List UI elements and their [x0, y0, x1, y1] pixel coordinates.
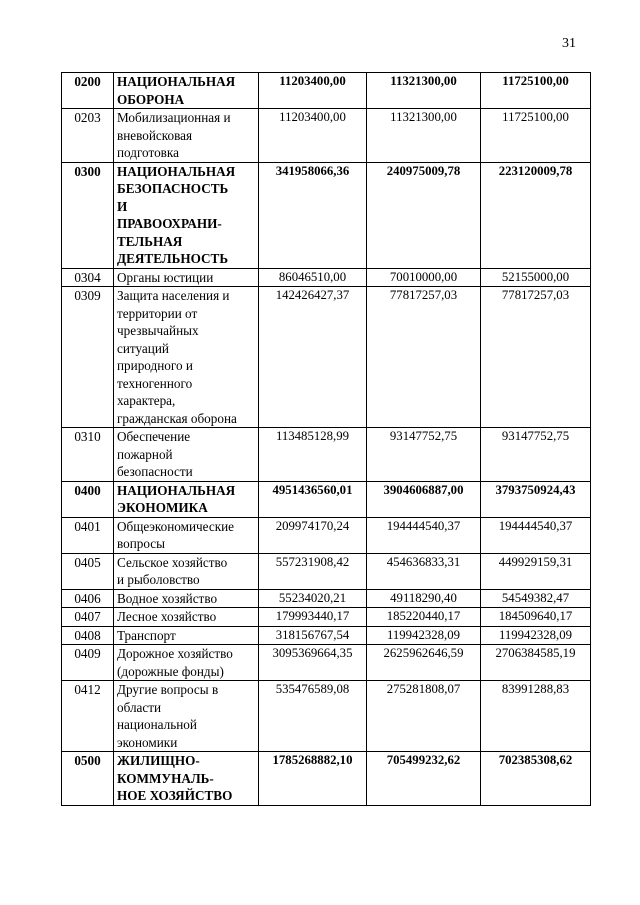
row-name-line: Защита населения и — [117, 288, 230, 303]
row-value-3: 194444540,37 — [481, 517, 591, 553]
row-name — [114, 681, 259, 752]
row-name-line: чрезвычайных — [117, 323, 199, 338]
row-name — [114, 626, 259, 645]
row-name — [114, 589, 259, 608]
row-name — [114, 553, 259, 589]
row-name — [114, 645, 259, 681]
row-value-1: 341958066,36 — [259, 162, 367, 268]
row-code: 0405 — [62, 553, 114, 589]
row-name — [114, 517, 259, 553]
row-code: 0409 — [62, 645, 114, 681]
table-row — [62, 287, 591, 428]
section-row — [62, 752, 591, 806]
row-value-1: 4951436560,01 — [259, 481, 367, 517]
row-code: 0310 — [62, 428, 114, 482]
row-value-2: 119942328,09 — [367, 626, 481, 645]
row-value-2: 93147752,75 — [367, 428, 481, 482]
row-name-line: территории от — [117, 305, 198, 321]
row-name-line: Мобилизационная и — [117, 110, 231, 125]
row-value-2: 240975009,78 — [367, 162, 481, 268]
row-name-line: КОММУНАЛЬ- — [117, 770, 214, 786]
row-value-1: 113485128,99 — [259, 428, 367, 482]
table-row — [62, 681, 591, 752]
row-value-1: 535476589,08 — [259, 681, 367, 752]
row-name-line: ТЕЛЬНАЯ — [117, 233, 183, 249]
row-name — [114, 109, 259, 163]
row-code: 0400 — [62, 481, 114, 517]
row-name — [114, 287, 259, 428]
row-value-1: 3095369664,35 — [259, 645, 367, 681]
row-value-1: 11203400,00 — [259, 109, 367, 163]
table-row — [62, 517, 591, 553]
section-row — [62, 162, 591, 268]
row-value-3: 702385308,62 — [481, 752, 591, 806]
row-value-2: 70010000,00 — [367, 268, 481, 287]
row-value-2: 705499232,62 — [367, 752, 481, 806]
row-value-1: 179993440,17 — [259, 608, 367, 627]
row-name — [114, 428, 259, 482]
row-code: 0200 — [62, 73, 114, 109]
row-name-line: вневойсковая — [117, 127, 193, 143]
row-name-line: ПРАВООХРАНИ- — [117, 216, 222, 231]
row-value-1: 55234020,21 — [259, 589, 367, 608]
row-value-1: 209974170,24 — [259, 517, 367, 553]
row-value-1: 142426427,37 — [259, 287, 367, 428]
table-row — [62, 608, 591, 627]
row-name — [114, 608, 259, 627]
row-name-line: ЖИЛИЩНО- — [117, 753, 200, 768]
row-name-line: (дорожные фонды) — [117, 663, 224, 679]
row-code: 0203 — [62, 109, 114, 163]
row-value-3: 52155000,00 — [481, 268, 591, 287]
table-row — [62, 109, 591, 163]
row-code: 0500 — [62, 752, 114, 806]
row-code: 0412 — [62, 681, 114, 752]
row-value-2: 275281808,07 — [367, 681, 481, 752]
row-code: 0401 — [62, 517, 114, 553]
row-name-line: НАЦИОНАЛЬНАЯ — [117, 74, 236, 89]
row-code: 0408 — [62, 626, 114, 645]
row-value-2: 11321300,00 — [367, 73, 481, 109]
row-name-line: вопросы — [117, 536, 166, 551]
table-row — [62, 428, 591, 482]
row-name-line: пожарной — [117, 446, 173, 462]
row-name — [114, 73, 259, 109]
row-value-2: 11321300,00 — [367, 109, 481, 163]
row-name-line: безопасности — [117, 464, 193, 479]
row-name-line: НАЦИОНАЛЬНАЯ — [117, 482, 236, 498]
row-value-1: 86046510,00 — [259, 268, 367, 287]
row-value-1: 318156767,54 — [259, 626, 367, 645]
row-name-line: Обеспечение — [117, 429, 191, 444]
row-name-line: ситуаций — [117, 340, 169, 356]
row-value-3: 11725100,00 — [481, 73, 591, 109]
row-name — [114, 481, 259, 517]
page-number: 31 — [562, 36, 576, 51]
row-name-line: Другие вопросы в — [117, 682, 219, 697]
row-value-3: 3793750924,43 — [481, 481, 591, 517]
row-code: 0300 — [62, 162, 114, 268]
row-value-2: 185220440,17 — [367, 608, 481, 627]
row-name-line: НАЦИОНАЛЬНАЯ — [117, 163, 236, 179]
row-name-line: национальной — [117, 717, 197, 732]
row-name — [114, 268, 259, 287]
table-row — [62, 645, 591, 681]
section-row — [62, 73, 591, 109]
section-row — [62, 481, 591, 517]
row-value-2: 77817257,03 — [367, 287, 481, 428]
row-value-3: 119942328,09 — [481, 626, 591, 645]
row-name-line: техногенного — [117, 375, 193, 391]
row-name-line: экономики — [117, 734, 178, 750]
row-value-2: 454636833,31 — [367, 553, 481, 589]
row-value-2: 2625962646,59 — [367, 645, 481, 681]
table-row — [62, 626, 591, 645]
row-name-line: Водное хозяйство — [117, 590, 218, 606]
table-row — [62, 589, 591, 608]
row-name-line: природного и — [117, 358, 193, 373]
row-name-line: Общеэкономические — [117, 518, 235, 534]
row-name — [114, 162, 259, 268]
table-row — [62, 553, 591, 589]
row-name-line: ЭКОНОМИКА — [117, 500, 208, 515]
row-value-1: 1785268882,10 — [259, 752, 367, 806]
row-name — [114, 752, 259, 806]
row-name-line: Дорожное хозяйство — [117, 646, 233, 661]
budget-table-body — [62, 73, 591, 806]
row-code: 0309 — [62, 287, 114, 428]
row-name-line: ОБОРОНА — [117, 91, 185, 107]
row-value-3: 449929159,31 — [481, 553, 591, 589]
row-name-line: НОЕ ХОЗЯЙСТВО — [117, 788, 233, 803]
row-value-3: 54549382,47 — [481, 589, 591, 608]
row-name-line: Транспорт — [117, 627, 176, 643]
row-value-3: 223120009,78 — [481, 162, 591, 268]
row-name-line: области — [117, 699, 162, 715]
budget-table — [61, 72, 591, 806]
row-value-2: 194444540,37 — [367, 517, 481, 553]
row-code: 0406 — [62, 589, 114, 608]
row-value-2: 3904606887,00 — [367, 481, 481, 517]
row-value-3: 93147752,75 — [481, 428, 591, 482]
row-code: 0407 — [62, 608, 114, 627]
row-name-line: ДЕЯТЕЛЬНОСТЬ — [117, 251, 229, 266]
row-value-3: 77817257,03 — [481, 287, 591, 428]
row-name-line: гражданская оборона — [117, 410, 237, 426]
row-value-1: 11203400,00 — [259, 73, 367, 109]
row-name-line: Лесное хозяйство — [117, 609, 217, 624]
row-value-3: 11725100,00 — [481, 109, 591, 163]
row-value-3: 184509640,17 — [481, 608, 591, 627]
row-value-3: 83991288,83 — [481, 681, 591, 752]
row-name-line: подготовка — [117, 145, 179, 160]
row-value-1: 557231908,42 — [259, 553, 367, 589]
row-name-line: характера, — [117, 393, 176, 408]
row-code: 0304 — [62, 268, 114, 287]
row-name-line: Сельское хозяйство — [117, 554, 228, 570]
table-row — [62, 268, 591, 287]
row-name-line: и рыболовство — [117, 572, 200, 587]
row-value-2: 49118290,40 — [367, 589, 481, 608]
row-name-line: БЕЗОПАСНОСТЬ — [117, 181, 229, 196]
row-value-3: 2706384585,19 — [481, 645, 591, 681]
row-name-line: Органы юстиции — [117, 269, 214, 285]
row-name-line: И — [117, 198, 128, 214]
